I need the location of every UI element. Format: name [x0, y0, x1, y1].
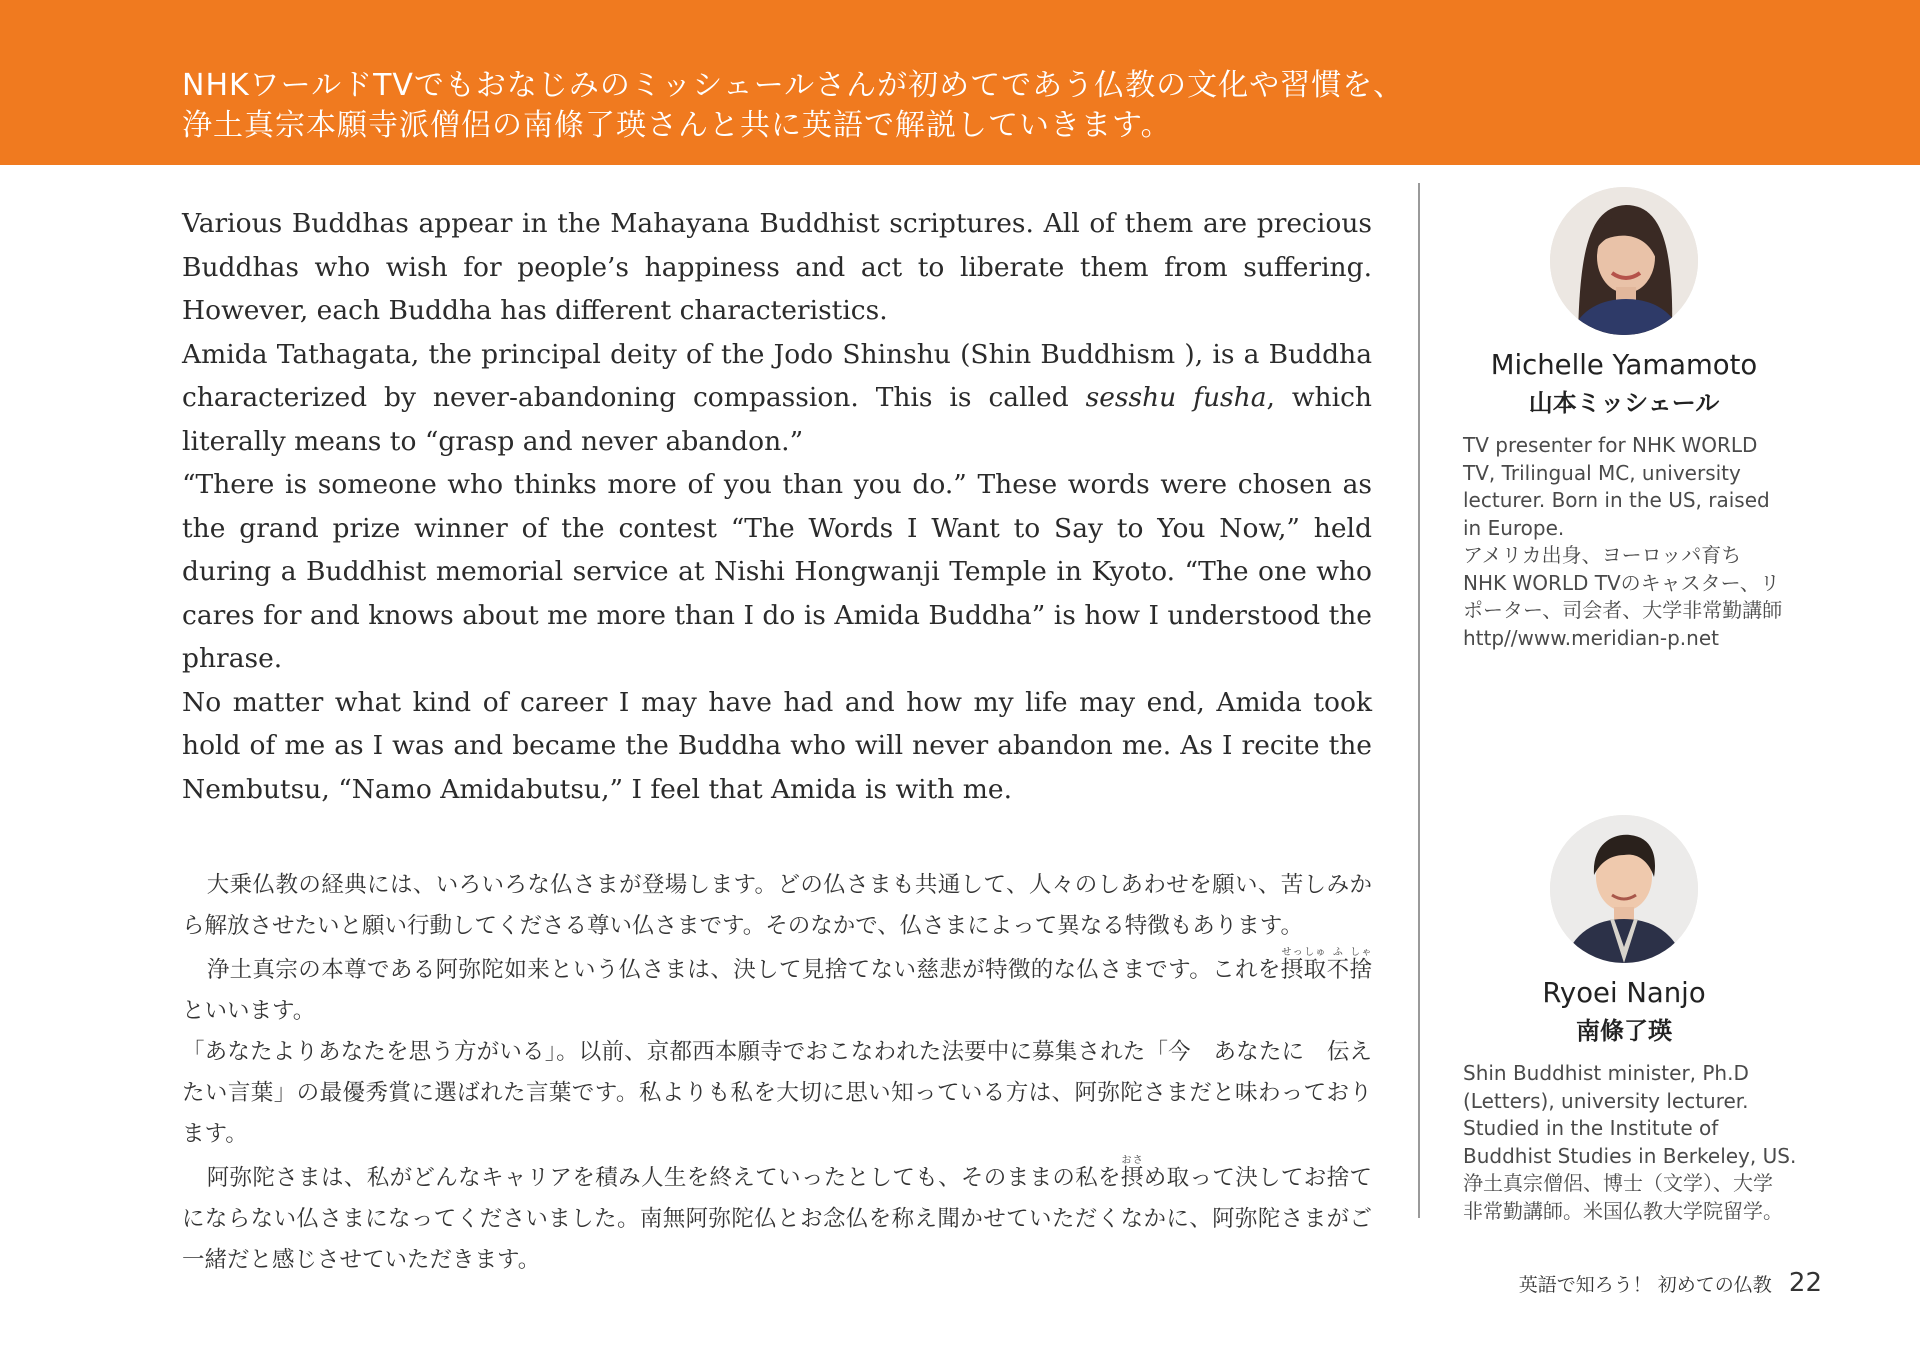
profile-ryoei [1463, 815, 1797, 1225]
bio-line: NHK WORLD TVのキャスター、リ [1463, 570, 1780, 595]
bio-line: TV presenter for NHK WORLD [1463, 433, 1758, 457]
ruby-base: 摂 [1120, 1165, 1144, 1191]
bio-line: Studied in the Institute of [1463, 1116, 1719, 1140]
english-p2-before: Amida Tathagata, the principal deity of the Jodo Shinshu (Shin Buddhism ), is a Buddha characterized by never-abandoning compassion. This is called [182, 338, 1372, 413]
japanese-paragraph-1: 大乗仏教の経典には、いろいろな仏さまが登場します。どの仏さまも共通して、人々のしあわせを願い、苦しみから解放させたいと願い行動してくださる尊い仏さまです。そのなかで、仏さまによって異なる特徴もあります。 [182, 872, 1372, 939]
avatar-photo [1550, 187, 1698, 335]
ruby-reading: しゅ [1303, 947, 1327, 958]
profile-name-japanese: 南條了瑛 [1576, 1017, 1672, 1045]
ruby-base: 捨 [1349, 957, 1372, 983]
ruby-word [1280, 947, 1304, 983]
ruby-reading: しゃ [1349, 947, 1372, 958]
bio-line: in Europe. [1463, 515, 1565, 540]
bio-line: 非常勤講師。米国仏教大学院留学。 [1463, 1198, 1783, 1223]
bio-line: Buddhist Studies in Berkeley, US. [1463, 1143, 1797, 1168]
portrait-man-icon [1550, 815, 1698, 963]
footer-book-title: 英語で知ろう！ 初めての仏教 [1518, 1274, 1772, 1296]
header-line-2: 浄土真宗本願寺派僧侶の南條了瑛さんと共に英語で解説していきます。 [182, 108, 1172, 143]
profile-bio [1463, 1060, 1797, 1225]
japanese-p2-before: 浄土真宗の本尊である阿弥陀如来という仏さまは、決して見捨てない慈悲が特徴的な仏さまです。これを [206, 957, 1281, 983]
header-line-1: NHKワールドTVでもおなじみのミッシェールさんが初めてであう仏教の文化や習慣を、 [182, 68, 1405, 103]
header-text [182, 66, 1404, 146]
bio-line: ポーター、司会者、大学非常勤講師 [1463, 598, 1783, 622]
column-divider [1418, 183, 1420, 1218]
ruby-word [1349, 947, 1372, 983]
bio-line: Shin Buddhist minister, Ph.D [1463, 1061, 1749, 1085]
ruby-word [1303, 947, 1327, 983]
japanese-text [182, 865, 1372, 1281]
japanese-paragraph-4 [182, 1155, 1372, 1281]
profile-bio [1463, 432, 1785, 652]
bio-link[interactable]: http//www.meridian-p.net [1463, 625, 1719, 650]
japanese-p4-before: 阿弥陀さまは、私がどんなキャリアを積み人生を終えていったとしても、そのままの私を [206, 1165, 1121, 1191]
english-paragraph-4: No matter what kind of career I may have had and how my life may end, Amida took hold of me as I was and became the Buddha who will never abandon me. As I recite the Nembutsu, “Namo Amidabutsu,” I feel that Amida is with me. [182, 686, 1372, 805]
profile-michelle [1463, 187, 1785, 652]
profile-name-english: Ryoei Nanjo [1542, 977, 1706, 1009]
header-banner [0, 0, 1920, 165]
ruby-reading: せっ [1280, 947, 1304, 958]
profile-name-japanese: 山本ミッシェール [1528, 389, 1720, 417]
ruby-word [1326, 947, 1350, 983]
english-p2-after: , which literally means to “grasp and never abandon.” [182, 382, 1372, 457]
ruby-base: 取 [1303, 957, 1327, 983]
bio-line: TV, Trilingual MC, university [1463, 460, 1741, 485]
ruby-word [1120, 1155, 1144, 1191]
english-paragraph-2 [182, 333, 1372, 464]
page-footer [1519, 1268, 1822, 1298]
english-paragraph-3: “There is someone who thinks more of you than you do.” These words were chosen as the grand prize winner of the contest “The Words I Want to Say to You Now,” held during a Buddhist memorial service at Nishi Hongwanji Temple in Kyoto. “The one who cares for and knows about me more than I do is Amida Buddha” is how I understood the phrase. [182, 469, 1372, 674]
bio-line: lecturer. Born in the US, raised [1463, 488, 1770, 512]
profile-name-english: Michelle Yamamoto [1490, 349, 1758, 381]
japanese-paragraph-2 [182, 947, 1372, 1032]
bio-line: (Letters), university lecturer. [1463, 1088, 1749, 1113]
japanese-p4-after: め取って決してお捨てにならない仏さまになってくださいました。南無阿弥陀仏とお念仏を称え聞かせていただくなかに、阿弥陀さまがご一緒だと感じさせていただきます。 [182, 1165, 1372, 1273]
english-text [182, 202, 1372, 811]
japanese-p2-after: といいます。 [182, 998, 316, 1024]
japanese-paragraph-3: 「あなたよりあなたを思う方がいる」。以前、京都西本願寺でおこなわれた法要中に募集された「今 あなたに 伝えたい言葉」の最優秀賞に選ばれた言葉です。私よりも私を大切に思い知っている方は、阿弥陀さまだと味わっております。 [182, 1039, 1372, 1147]
english-paragraph-1: Various Buddhas appear in the Mahayana Buddhist scriptures. All of them are precious Buddhas who wish for people’s happiness and act to liberate them from suffering. However, each Buddha has different characteristics. [182, 208, 1372, 326]
portrait-woman-icon [1550, 187, 1698, 335]
ruby-base: 摂 [1280, 957, 1304, 983]
bio-line: 浄土真宗僧侶、博士（文学）、大学 [1463, 1171, 1773, 1195]
english-p2-italic-term: sesshu fusha [1085, 382, 1267, 413]
bio-line: アメリカ出身、ヨーロッパ育ち [1463, 543, 1742, 567]
ruby-base: 不 [1326, 957, 1350, 983]
ruby-reading: おさ [1120, 1155, 1144, 1166]
main-article [182, 202, 1372, 1281]
avatar-photo [1550, 815, 1698, 963]
ruby-reading: ふ [1326, 947, 1350, 958]
page-number: 22 [1788, 1268, 1822, 1298]
